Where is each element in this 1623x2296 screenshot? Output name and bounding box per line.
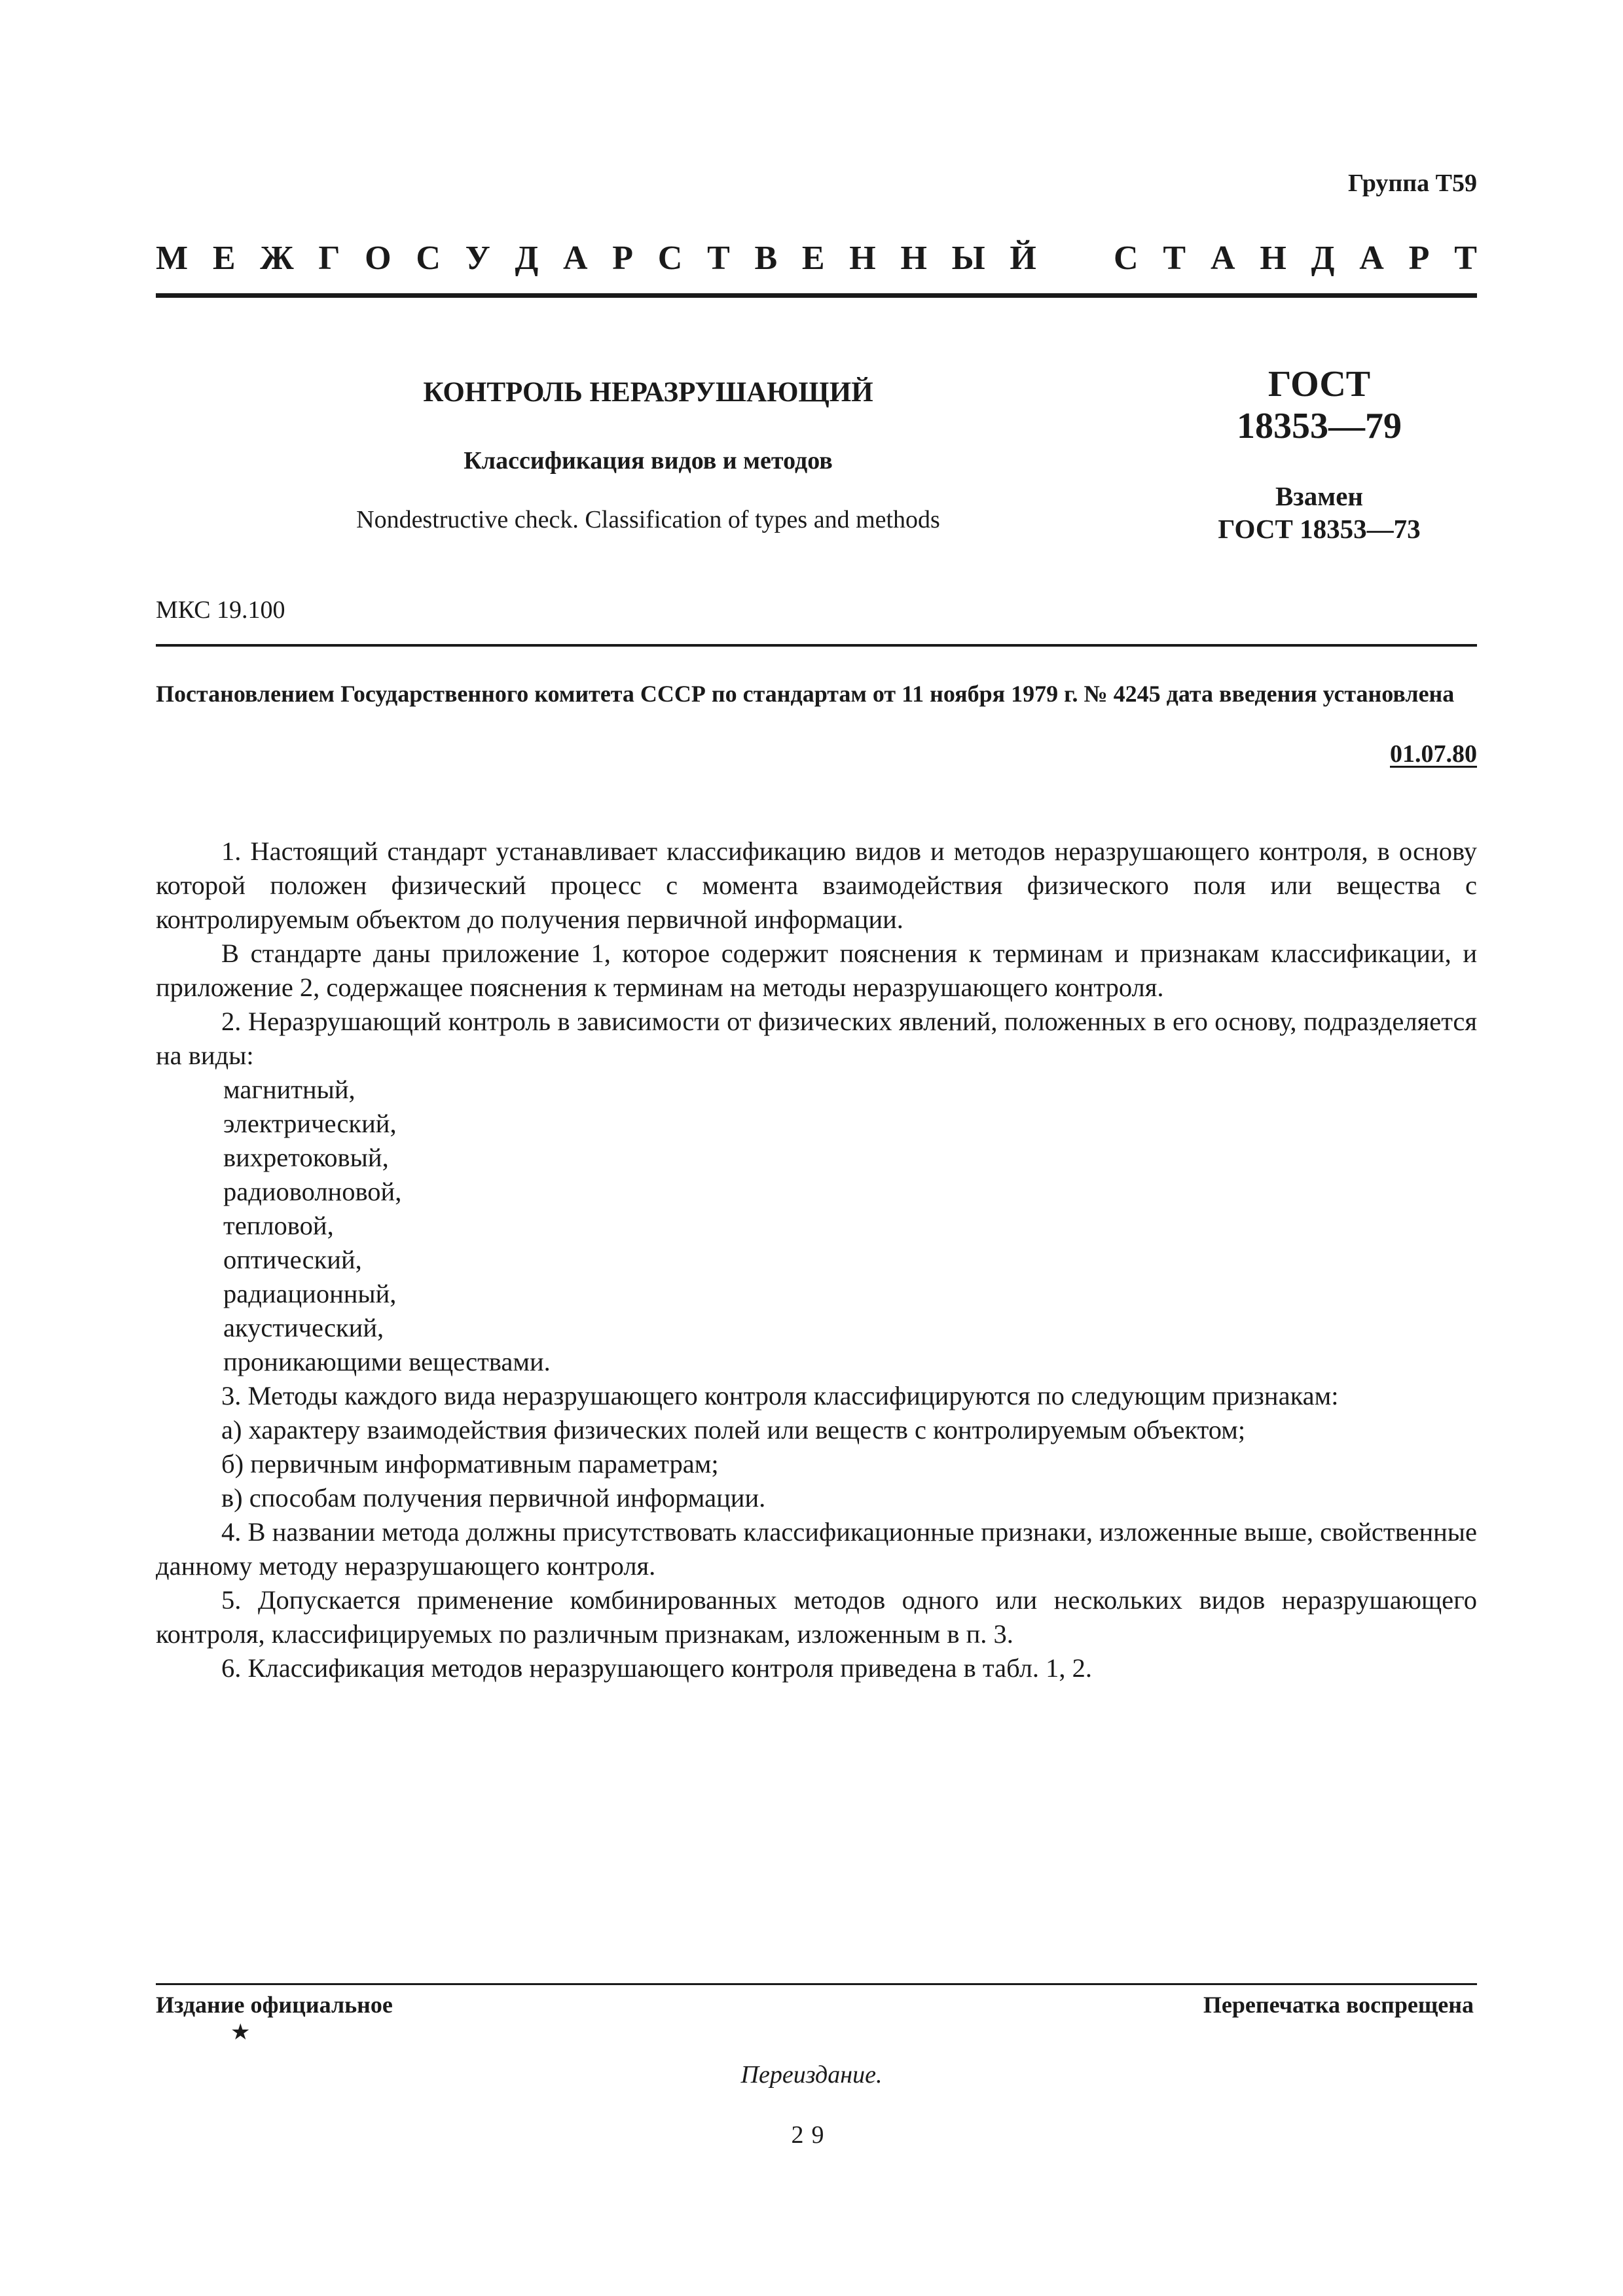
paragraph-5: 4. В названии метода должны присутствовать классификационные признаки, изложенные выше, свойственные данному методу неразрушающего контроля.	[156, 1517, 1477, 1581]
banner-word-interstate	[156, 239, 1036, 278]
control-type-item: магнитный,	[223, 1075, 356, 1104]
gost-label: ГОСТ	[1267, 364, 1371, 404]
banner-letter: Т	[1454, 240, 1477, 277]
banner-letter: Н	[849, 240, 876, 277]
replaces-label: Взамен	[1275, 481, 1364, 511]
banner-letter: Р	[612, 240, 634, 277]
banner-letter: А	[1359, 240, 1384, 277]
banner-letter: Т	[1163, 240, 1186, 277]
gost-code-block	[1172, 363, 1467, 447]
page-number: 29	[791, 2121, 832, 2149]
banner-letter: Й	[1010, 240, 1036, 277]
classification-criteria-list	[156, 1413, 1477, 1515]
banner-word-standard	[1114, 239, 1477, 278]
control-type-item: проникающими веществами.	[223, 1347, 551, 1376]
star-icon: ★	[230, 2020, 251, 2045]
interstate-standard-banner	[156, 239, 1477, 278]
paragraph-1: 1. Настоящий стандарт устанавливает классификацию видов и методов неразрушающего контроля, в основу которой положен физический процесс с момента взаимодействия физического поля или вещества с контролируемым объектом до получения первичной информации.	[156, 836, 1477, 934]
replaces-number: ГОСТ 18353—73	[1218, 514, 1421, 544]
banner-letter: Г	[318, 240, 340, 277]
decree-text: Постановлением Государственного комитета СССР по стандартам от 11 ноября 1979 г. № 4245 дата введения установлена	[156, 681, 1455, 707]
mks-code: МКС 19.100	[156, 596, 285, 624]
group-label: Группа Т59	[1347, 170, 1477, 197]
banner-letter: Ж	[260, 240, 294, 277]
paragraph-7: 6. Классификация методов неразрушающего контроля приведена в табл. 1, 2.	[221, 1653, 1093, 1683]
reissue-label: Переиздание.	[740, 2061, 883, 2089]
replaces-block	[1172, 480, 1467, 545]
banner-letter: Н	[900, 240, 927, 277]
banner-letter: М	[156, 240, 189, 277]
document-body	[156, 834, 1477, 1685]
banner-letter: С	[1114, 240, 1139, 277]
control-type-item: акустический,	[223, 1313, 384, 1342]
document-subtitle: Классификация видов и методов	[464, 447, 833, 475]
control-type-item: тепловой,	[223, 1211, 334, 1240]
banner-letter: Д	[515, 240, 539, 277]
document-title: КОНТРОЛЬ НЕРАЗРУШАЮЩИЙ	[423, 377, 873, 408]
gost-number: 18353—79	[1237, 406, 1402, 446]
paragraph-3: 2. Неразрушающий контроль в зависимости от физических явлений, положенных в его основу, подразделяется на виды:	[156, 1007, 1477, 1070]
banner-letter: Р	[1408, 240, 1430, 277]
control-type-item: радиационный,	[223, 1279, 397, 1308]
middle-rule	[156, 644, 1477, 647]
control-type-item: вихретоковый,	[223, 1143, 389, 1172]
banner-letter: Н	[1260, 240, 1286, 277]
banner-letter: Т	[707, 240, 730, 277]
banner-letter: А	[1210, 240, 1235, 277]
top-rule	[156, 293, 1477, 298]
banner-letter: С	[416, 240, 441, 277]
banner-letter: Е	[801, 240, 825, 277]
paragraph-6: 5. Допускается применение комбинированных методов одного или нескольких видов неразрушающего контроля, классифицируемых по различным признакам, изложенным в п. 3.	[156, 1585, 1477, 1649]
banner-letter: Ы	[951, 240, 985, 277]
paragraph-4: 3. Методы каждого вида неразрушающего контроля классифицируются по следующим признакам:	[221, 1381, 1339, 1410]
criterion-item: б) первичным информативным параметрам;	[221, 1449, 719, 1479]
banner-letter: Е	[212, 240, 236, 277]
control-type-item: радиоволновой,	[223, 1177, 402, 1206]
banner-letter: Д	[1311, 240, 1335, 277]
official-edition-label: Издание официальное	[156, 1992, 393, 2018]
banner-letter: О	[365, 240, 392, 277]
criterion-item: в) способам получения первичной информации.	[221, 1483, 766, 1513]
control-type-item: оптический,	[223, 1245, 362, 1274]
control-types-list	[156, 1073, 1477, 1379]
banner-letter: В	[754, 240, 778, 277]
paragraph-2: В стандарте даны приложение 1, которое содержит пояснения к терминам и признакам классификации, и приложение 2, содержащее пояснения к терминам на методы неразрушающего контроля.	[156, 939, 1477, 1002]
reprint-prohibited-label: Перепечатка воспрещена	[1203, 1992, 1474, 2018]
banner-letter: А	[563, 240, 588, 277]
english-title: Nondestructive check. Classification of types and methods	[356, 506, 940, 533]
banner-letter: У	[465, 240, 490, 277]
effective-date: 01.07.80	[1390, 740, 1477, 768]
banner-letter: С	[657, 240, 683, 277]
control-type-item: электрический,	[223, 1109, 397, 1138]
criterion-item: а) характеру взаимодействия физических полей или веществ с контролируемым объектом;	[221, 1415, 1246, 1444]
footer-rule	[156, 1983, 1477, 1985]
